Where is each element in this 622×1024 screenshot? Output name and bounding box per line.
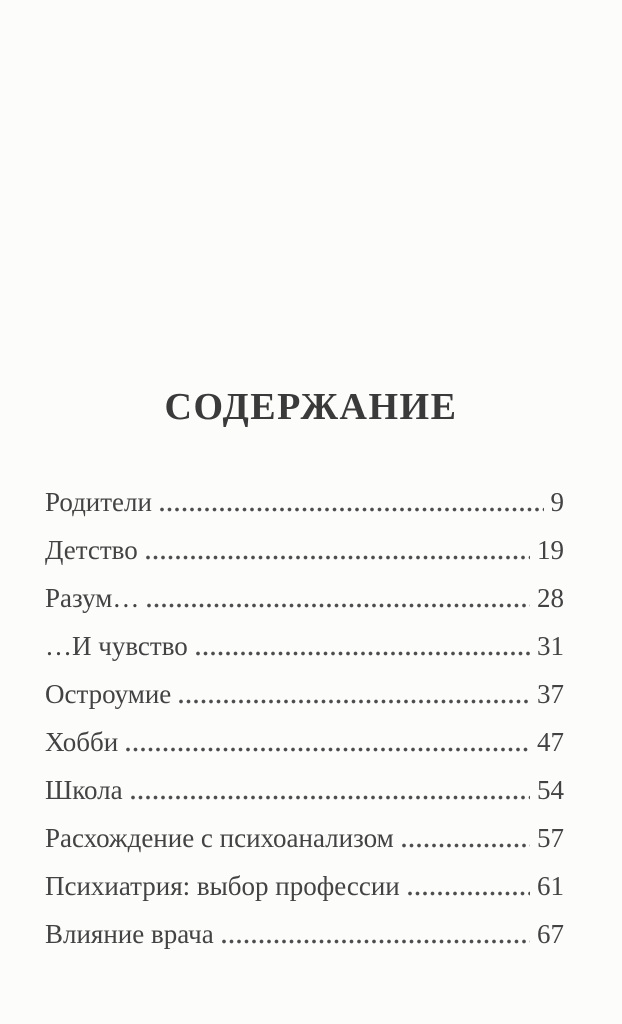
- toc-entry-label: Психиатрия: выбор профессии: [45, 870, 400, 901]
- toc-entry-label: Расхождение с психоанализом: [45, 822, 394, 853]
- toc-page-number: 31: [537, 630, 564, 661]
- toc-page-number: 57: [537, 822, 564, 853]
- toc-leader-dots: [147, 603, 530, 608]
- toc-entry-label: Родители: [45, 486, 152, 517]
- toc-entry-label: Детство: [45, 534, 138, 565]
- toc-list: [45, 478, 564, 958]
- toc-leader-dots: [179, 699, 530, 704]
- toc-entry: [45, 814, 564, 862]
- toc-leader-dots: [408, 891, 530, 896]
- toc-entry-label: …И чувство: [45, 630, 188, 661]
- toc-leader-dots: [196, 651, 530, 656]
- toc-page-number: 19: [537, 534, 564, 565]
- toc-entry-label: Школа: [45, 774, 123, 805]
- toc-page-number: 47: [537, 726, 564, 757]
- toc-entry: [45, 862, 564, 910]
- toc-page-number: 54: [537, 774, 564, 805]
- toc-page-number: 9: [550, 486, 564, 517]
- toc-leader-dots: [126, 747, 530, 752]
- toc-entry: [45, 622, 564, 670]
- toc-entry: [45, 718, 564, 766]
- toc-leader-dots: [402, 843, 530, 848]
- toc-entry: [45, 910, 564, 958]
- toc-entry-label: Остроумие: [45, 678, 172, 709]
- toc-entry-label: Разум…: [45, 582, 140, 613]
- toc-page-number: 28: [537, 582, 564, 613]
- toc-page-number: 67: [537, 918, 564, 949]
- toc-leader-dots: [160, 507, 544, 512]
- page-title: СОДЕРЖАНИЕ: [164, 386, 458, 429]
- toc-page-number: 61: [537, 870, 564, 901]
- toc-entry: [45, 574, 564, 622]
- toc-entry: [45, 766, 564, 814]
- toc-leader-dots: [222, 939, 530, 944]
- toc-entry: [45, 478, 564, 526]
- toc-leader-dots: [131, 795, 530, 800]
- toc-leader-dots: [146, 555, 530, 560]
- toc-entry-label: Влияние врача: [45, 918, 214, 949]
- toc-entry-label: Хобби: [45, 726, 119, 757]
- toc-entry: [45, 526, 564, 574]
- toc-entry: [45, 670, 564, 718]
- toc-page-number: 37: [537, 678, 564, 709]
